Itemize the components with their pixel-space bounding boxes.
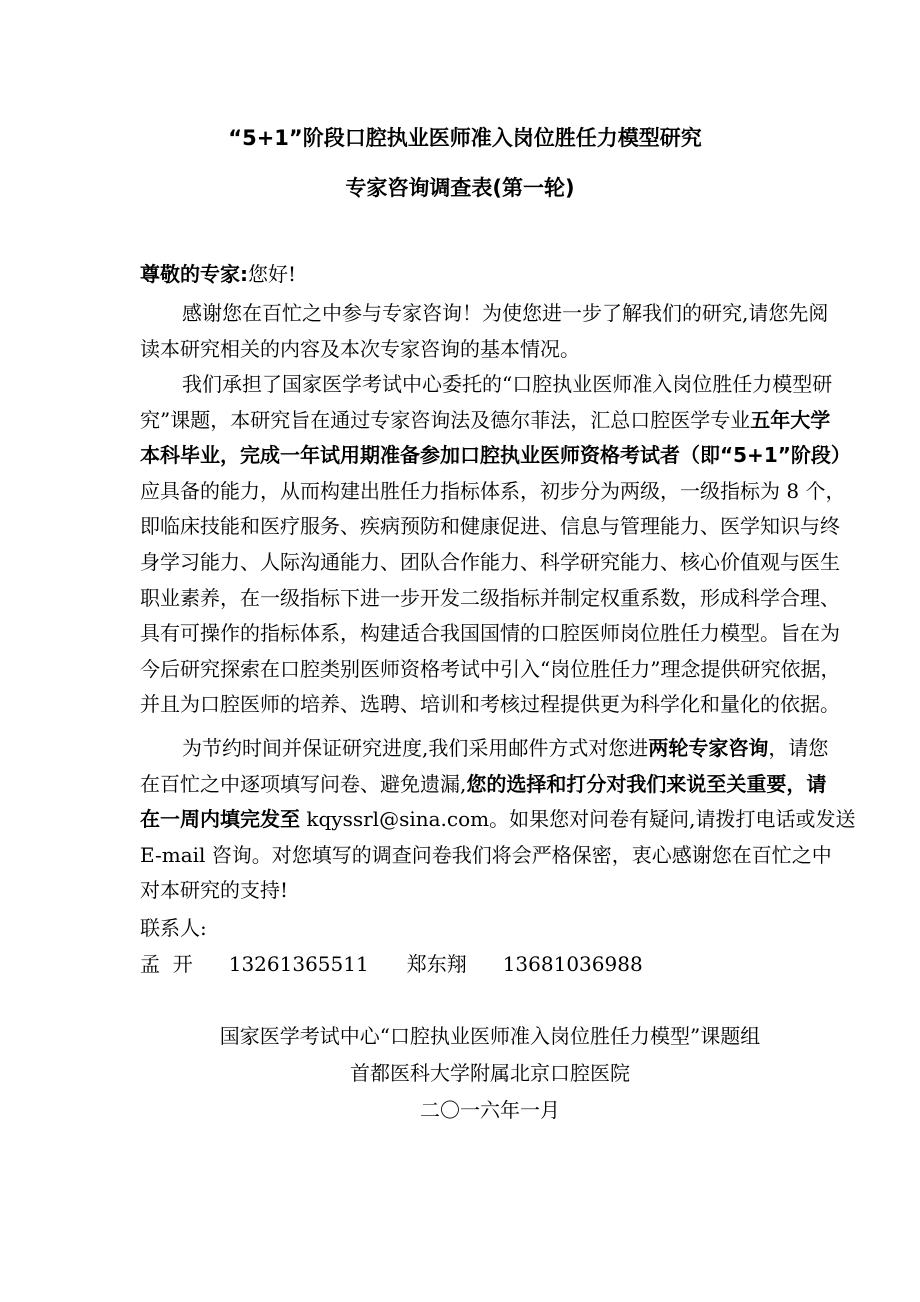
text-line xyxy=(140,332,780,368)
text-line xyxy=(140,474,846,510)
document-subtitle: 专家咨询调查表(第一轮) xyxy=(345,176,575,200)
text: 读本研究相关的内容及本次专家咨询的基本情况。 xyxy=(140,336,580,361)
text-line xyxy=(140,296,829,332)
text-line xyxy=(140,687,840,723)
text: 即临床技能和医疗服务、疾病预防和健康促进、信息与管理能力、医学知识与终 xyxy=(140,514,840,539)
paragraph-intro xyxy=(140,296,829,367)
greeting-hello: 您好! xyxy=(248,262,297,286)
bold-text: 五年大学 xyxy=(750,407,831,432)
contact-phone: 13681036988 xyxy=(502,952,643,976)
text: 对本研究的支持! xyxy=(140,878,289,903)
greeting-salutation: 尊敬的专家: xyxy=(140,262,248,286)
text-line xyxy=(140,403,831,439)
greeting xyxy=(140,258,296,287)
text-line xyxy=(140,616,840,652)
text-line xyxy=(140,438,851,474)
text: 具有可操作的指标体系，构建适合我国国情的口腔医师岗位胜任力模型。旨在为 xyxy=(140,621,840,646)
contact-phone: 13261365511 xyxy=(228,952,369,976)
footer-date: 二〇一六年一月 xyxy=(420,1098,560,1122)
text: E-mail 咨询。对您填写的调查问卷我们将会严格保密，衷心感谢您在百忙之中 xyxy=(140,842,832,867)
paragraph-research xyxy=(140,367,851,723)
footer-organization: 国家医学考试中心“口腔执业医师准入岗位胜任力模型”课题组 xyxy=(219,1024,761,1048)
text-line xyxy=(140,581,840,617)
paragraph-instructions xyxy=(140,731,856,909)
bold-text: 在一周内填完发至 xyxy=(140,807,300,832)
text-line xyxy=(140,802,856,838)
contact-list xyxy=(140,948,643,977)
bold-text: 两轮专家咨询 xyxy=(648,736,769,760)
footer-hospital: 首都医科大学附属北京口腔医院 xyxy=(350,1061,630,1085)
text-line xyxy=(140,731,829,767)
text: 感谢您在百忙之中参与专家咨询！为使您进一步了解我们的研究,请您先阅 xyxy=(182,301,829,325)
text-line xyxy=(140,767,827,803)
text: 在百忙之中逐项填写问卷、避免遗漏, xyxy=(140,771,467,796)
text-line xyxy=(140,652,841,688)
contact-name: 孟 开 xyxy=(140,952,193,976)
text: 为节约时间并保证研究进度,我们采用邮件方式对您进 xyxy=(182,736,649,760)
text: 身学习能力、人际沟通能力、团队合作能力、科学研究能力、核心价值观与医生 xyxy=(140,549,840,574)
text: 职业素养，在一级指标下进一步开发二级指标并制定权重系数，形成科学合理、 xyxy=(140,585,840,610)
text: 应具备的能力，从而构建出胜任力指标体系，初步分为两级，一级指标为 8 个， xyxy=(140,478,846,503)
text-line xyxy=(140,509,840,545)
bold-text: 您的选择和打分对我们来说至关重要，请 xyxy=(466,771,827,796)
text: 究”课题，本研究旨在通过专家咨询法及德尔菲法，汇总口腔医学专业 xyxy=(140,407,751,432)
text-line xyxy=(140,545,840,581)
text-line xyxy=(140,838,832,874)
text: 今后研究探索在口腔类别医师资格考试中引入“岗位胜任力”理念提供研究依据， xyxy=(140,656,841,681)
text-line xyxy=(140,873,780,909)
text-line xyxy=(140,367,833,403)
document-title: “5+1”阶段口腔执业医师准入岗位胜任力模型研究 xyxy=(228,126,702,150)
text: 并且为口腔医师的培养、选聘、培训和考核过程提供更为科学化和量化的依据。 xyxy=(140,692,840,717)
bold-text: 本科毕业，完成一年试用期准备参加口腔执业医师资格考试者（即“5+1”阶段） xyxy=(140,443,851,468)
text: 我们承担了国家医学考试中心委托的“口腔执业医师准入岗位胜任力模型研 xyxy=(182,372,833,396)
text: kqyssrl@sina.com。如果您对问卷有疑问,请拨打电话或发送 xyxy=(300,807,856,832)
contact-name: 郑东翔 xyxy=(406,952,467,976)
text: ，请您 xyxy=(768,736,829,760)
contact-label: 联系人: xyxy=(140,916,207,940)
